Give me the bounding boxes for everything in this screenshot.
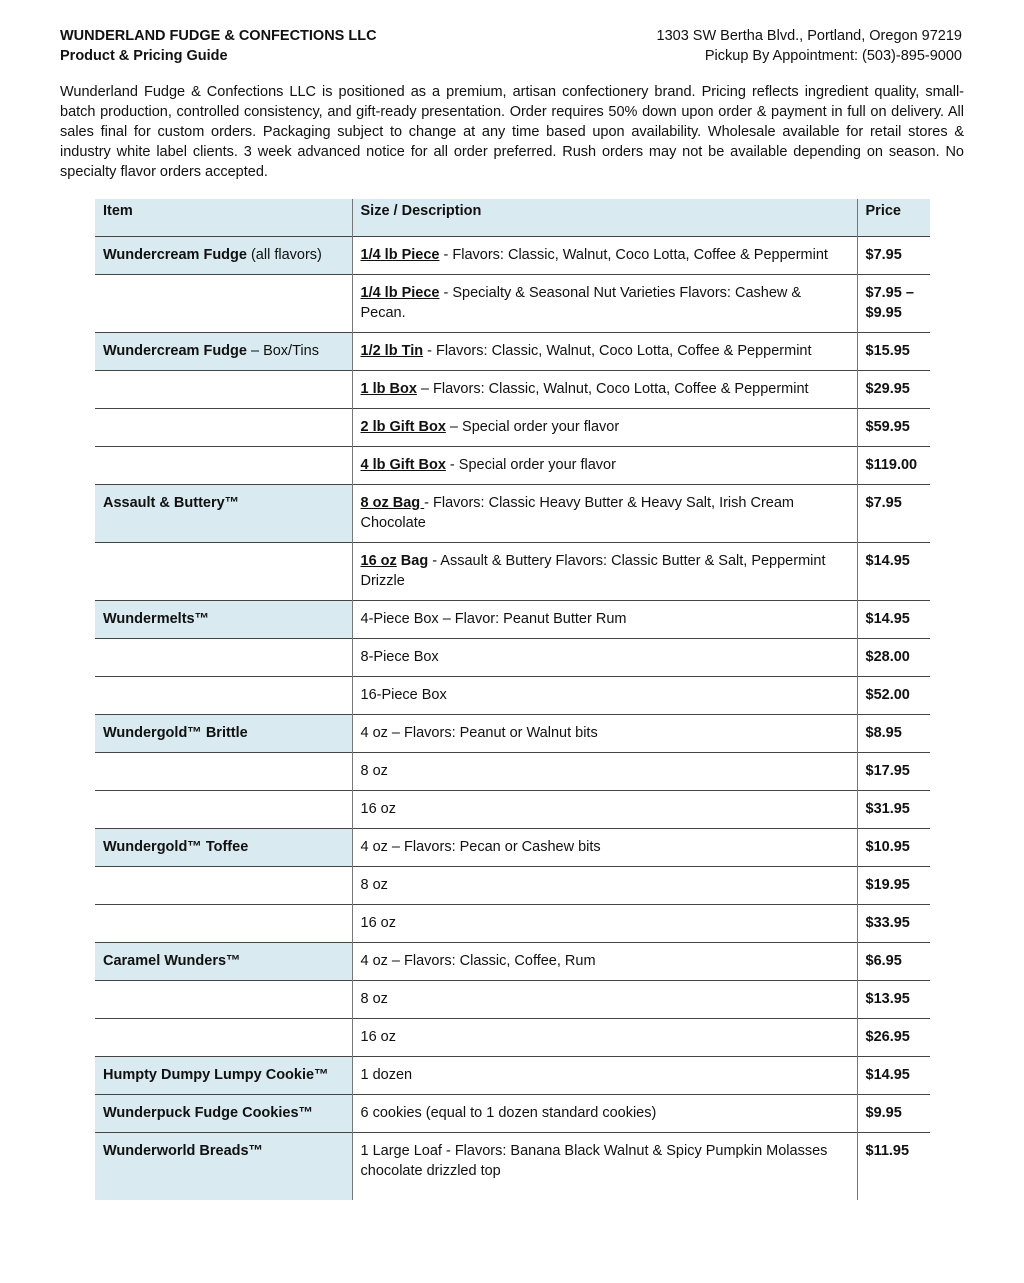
size-description: 4-Piece Box – Flavor: Peanut Butter Rum — [360, 610, 627, 627]
table-row — [95, 714, 930, 752]
item-cell — [95, 274, 352, 332]
size-description-cell — [352, 1094, 857, 1132]
item-cell — [95, 904, 352, 942]
item-cell — [95, 600, 352, 638]
table-row — [95, 370, 930, 408]
item-cell — [95, 676, 352, 714]
item-cell — [95, 1094, 352, 1132]
table-row — [95, 1056, 930, 1094]
size-description: 16 oz — [360, 800, 396, 817]
size-description-cell — [352, 370, 857, 408]
item-name: Humpty Dumpy Lumpy Cookie™ — [103, 1066, 329, 1083]
pricing-table-body — [95, 236, 930, 1200]
size-label: 16 oz — [360, 552, 397, 569]
size-label: 1 lb Box — [360, 380, 417, 397]
price-cell: $26.95 — [857, 1018, 930, 1056]
size-label: 2 lb Gift Box — [360, 418, 446, 435]
item-name: Wundermelts™ — [103, 610, 210, 627]
price-cell: $8.95 — [857, 714, 930, 752]
item-cell — [95, 790, 352, 828]
size-package: Bag — [396, 552, 429, 569]
item-cell — [95, 980, 352, 1018]
size-description: - Flavors: Classic, Walnut, Coco Lotta, Coffee & Peppermint — [423, 342, 812, 359]
size-description-cell — [352, 274, 857, 332]
size-description: 16 oz — [360, 1028, 396, 1045]
size-description: 4 oz – Flavors: Classic, Coffee, Rum — [360, 952, 596, 969]
size-description: - Specialty & Seasonal Nut Varieties Flavors: Cashew & Pecan. — [360, 284, 802, 321]
table-row — [95, 828, 930, 866]
item-name: Wundergold™ Brittle — [103, 724, 248, 741]
column-header-item: Item — [95, 199, 352, 236]
size-description-cell — [352, 790, 857, 828]
price-cell: $17.95 — [857, 752, 930, 790]
size-description: 4 oz – Flavors: Pecan or Cashew bits — [360, 838, 601, 855]
size-description-cell — [352, 542, 857, 600]
size-label: 4 lb Gift Box — [360, 456, 446, 473]
company-address: 1303 SW Bertha Blvd., Portland, Oregon 97219 — [656, 28, 962, 44]
size-description-cell — [352, 714, 857, 752]
item-cell — [95, 752, 352, 790]
item-cell — [95, 446, 352, 484]
item-name: Caramel Wunders™ — [103, 952, 241, 969]
item-name: Wunderworld Breads™ — [103, 1142, 264, 1159]
item-name: Wundercream Fudge — [103, 246, 247, 263]
size-description: 6 cookies (equal to 1 dozen standard cookies) — [360, 1104, 657, 1121]
size-description: 4 oz – Flavors: Peanut or Walnut bits — [360, 724, 598, 741]
price-cell: $10.95 — [857, 828, 930, 866]
table-row — [95, 980, 930, 1018]
item-name: Wunderpuck Fudge Cookies™ — [103, 1104, 314, 1121]
size-description-cell — [352, 904, 857, 942]
size-description-cell — [352, 676, 857, 714]
size-label: 8 oz Bag — [360, 494, 425, 511]
price-cell: $52.00 — [857, 676, 930, 714]
size-description: 16 oz — [360, 914, 396, 931]
table-row — [95, 676, 930, 714]
pricing-table — [95, 199, 930, 1200]
price-cell: $14.95 — [857, 600, 930, 638]
price-cell: $7.95 — [857, 236, 930, 274]
table-row — [95, 236, 930, 274]
size-description-cell — [352, 866, 857, 904]
intro-paragraph: Wunderland Fudge & Confections LLC is positioned as a premium, artisan confectionery brand. Pricing reflects ingredient quality, small-batch production, controlled consistency, and gift-ready presentation. Order requires 50% down upon order & payment in full on delivery. All sales final for custom orders. Packaging subject to change at any time based upon availability. Wholesale available for retail stores & industry white label clients. 3 week advanced notice for all order preferred. Rush orders may not be available depending on season. No specialty flavor orders accepted. — [60, 84, 964, 180]
item-cell — [95, 1056, 352, 1094]
item-name: Assault & Buttery™ — [103, 494, 240, 511]
price-cell: $29.95 — [857, 370, 930, 408]
item-cell — [95, 638, 352, 676]
price-cell: $31.95 — [857, 790, 930, 828]
price-cell: $7.95 – $9.95 — [857, 274, 930, 332]
item-cell — [95, 714, 352, 752]
item-cell — [95, 542, 352, 600]
item-cell — [95, 1132, 352, 1200]
item-cell — [95, 484, 352, 542]
table-row — [95, 942, 930, 980]
table-row — [95, 332, 930, 370]
size-description: 8 oz — [360, 762, 388, 779]
price-cell: $14.95 — [857, 1056, 930, 1094]
price-cell: $15.95 — [857, 332, 930, 370]
size-description-cell — [352, 1056, 857, 1094]
size-description-cell — [352, 752, 857, 790]
table-row — [95, 1094, 930, 1132]
size-description-cell — [352, 446, 857, 484]
size-description: 8 oz — [360, 876, 388, 893]
size-description: 16-Piece Box — [360, 686, 447, 703]
price-cell: $19.95 — [857, 866, 930, 904]
table-row — [95, 484, 930, 542]
table-row — [95, 790, 930, 828]
item-qualifier: (all flavors) — [246, 246, 322, 263]
size-description: – Flavors: Classic, Walnut, Coco Lotta, Coffee & Peppermint — [416, 380, 809, 397]
table-row — [95, 904, 930, 942]
size-description: - Flavors: Classic, Walnut, Coco Lotta, Coffee & Peppermint — [439, 246, 828, 263]
size-description-cell — [352, 600, 857, 638]
price-cell: $119.00 — [857, 446, 930, 484]
item-cell — [95, 1018, 352, 1056]
price-cell: $7.95 — [857, 484, 930, 542]
table-row — [95, 274, 930, 332]
table-row — [95, 446, 930, 484]
size-description: - Special order your flavor — [445, 456, 616, 473]
table-row — [95, 600, 930, 638]
table-row — [95, 752, 930, 790]
price-cell: $11.95 — [857, 1132, 930, 1200]
column-header-price: Price — [857, 199, 930, 236]
pickup-info: Pickup By Appointment: (503)-895-9000 — [704, 48, 962, 64]
size-label: 1/4 lb Piece — [360, 246, 440, 263]
price-cell: $9.95 — [857, 1094, 930, 1132]
item-cell — [95, 370, 352, 408]
item-cell — [95, 942, 352, 980]
item-name: Wundergold™ Toffee — [103, 838, 249, 855]
item-cell — [95, 866, 352, 904]
size-description-cell — [352, 980, 857, 1018]
table-row — [95, 542, 930, 600]
size-description-cell — [352, 408, 857, 446]
item-name: Wundercream Fudge — [103, 342, 247, 359]
size-description: 8 oz — [360, 990, 388, 1007]
table-row — [95, 1132, 930, 1200]
document-subtitle: Product & Pricing Guide — [60, 48, 228, 64]
table-row — [95, 866, 930, 904]
size-description-cell — [352, 638, 857, 676]
item-cell — [95, 828, 352, 866]
price-cell: $14.95 — [857, 542, 930, 600]
item-cell — [95, 236, 352, 274]
table-row — [95, 408, 930, 446]
size-label: 1/4 lb Piece — [360, 284, 440, 301]
column-header-size: Size / Description — [352, 199, 857, 236]
price-cell: $6.95 — [857, 942, 930, 980]
size-description-cell — [352, 236, 857, 274]
size-label: 1/2 lb Tin — [360, 342, 424, 359]
table-row — [95, 638, 930, 676]
size-description-cell — [352, 942, 857, 980]
item-cell — [95, 332, 352, 370]
size-description-cell — [352, 828, 857, 866]
size-description: - Flavors: Classic Heavy Butter & Heavy Salt, Irish Cream Chocolate — [360, 494, 795, 531]
table-row — [95, 1018, 930, 1056]
size-description-cell — [352, 484, 857, 542]
size-description: 8-Piece Box — [360, 648, 439, 665]
price-cell: $59.95 — [857, 408, 930, 446]
size-description-cell — [352, 1132, 857, 1200]
size-description-cell — [352, 1018, 857, 1056]
price-cell: $28.00 — [857, 638, 930, 676]
price-cell: $33.95 — [857, 904, 930, 942]
company-name: WUNDERLAND FUDGE & CONFECTIONS LLC — [60, 28, 377, 44]
document-header — [60, 26, 962, 66]
item-qualifier: – Box/Tins — [246, 342, 319, 359]
item-cell — [95, 408, 352, 446]
price-cell: $13.95 — [857, 980, 930, 1018]
size-description: – Special order your flavor — [445, 418, 620, 435]
size-description: 1 Large Loaf - Flavors: Banana Black Walnut & Spicy Pumpkin Molasses chocolate drizzled top — [360, 1142, 828, 1179]
table-header-row — [95, 199, 930, 236]
size-description: - Assault & Buttery Flavors: Classic Butter & Salt, Peppermint Drizzle — [360, 552, 826, 589]
size-description-cell — [352, 332, 857, 370]
size-description: 1 dozen — [360, 1066, 413, 1083]
